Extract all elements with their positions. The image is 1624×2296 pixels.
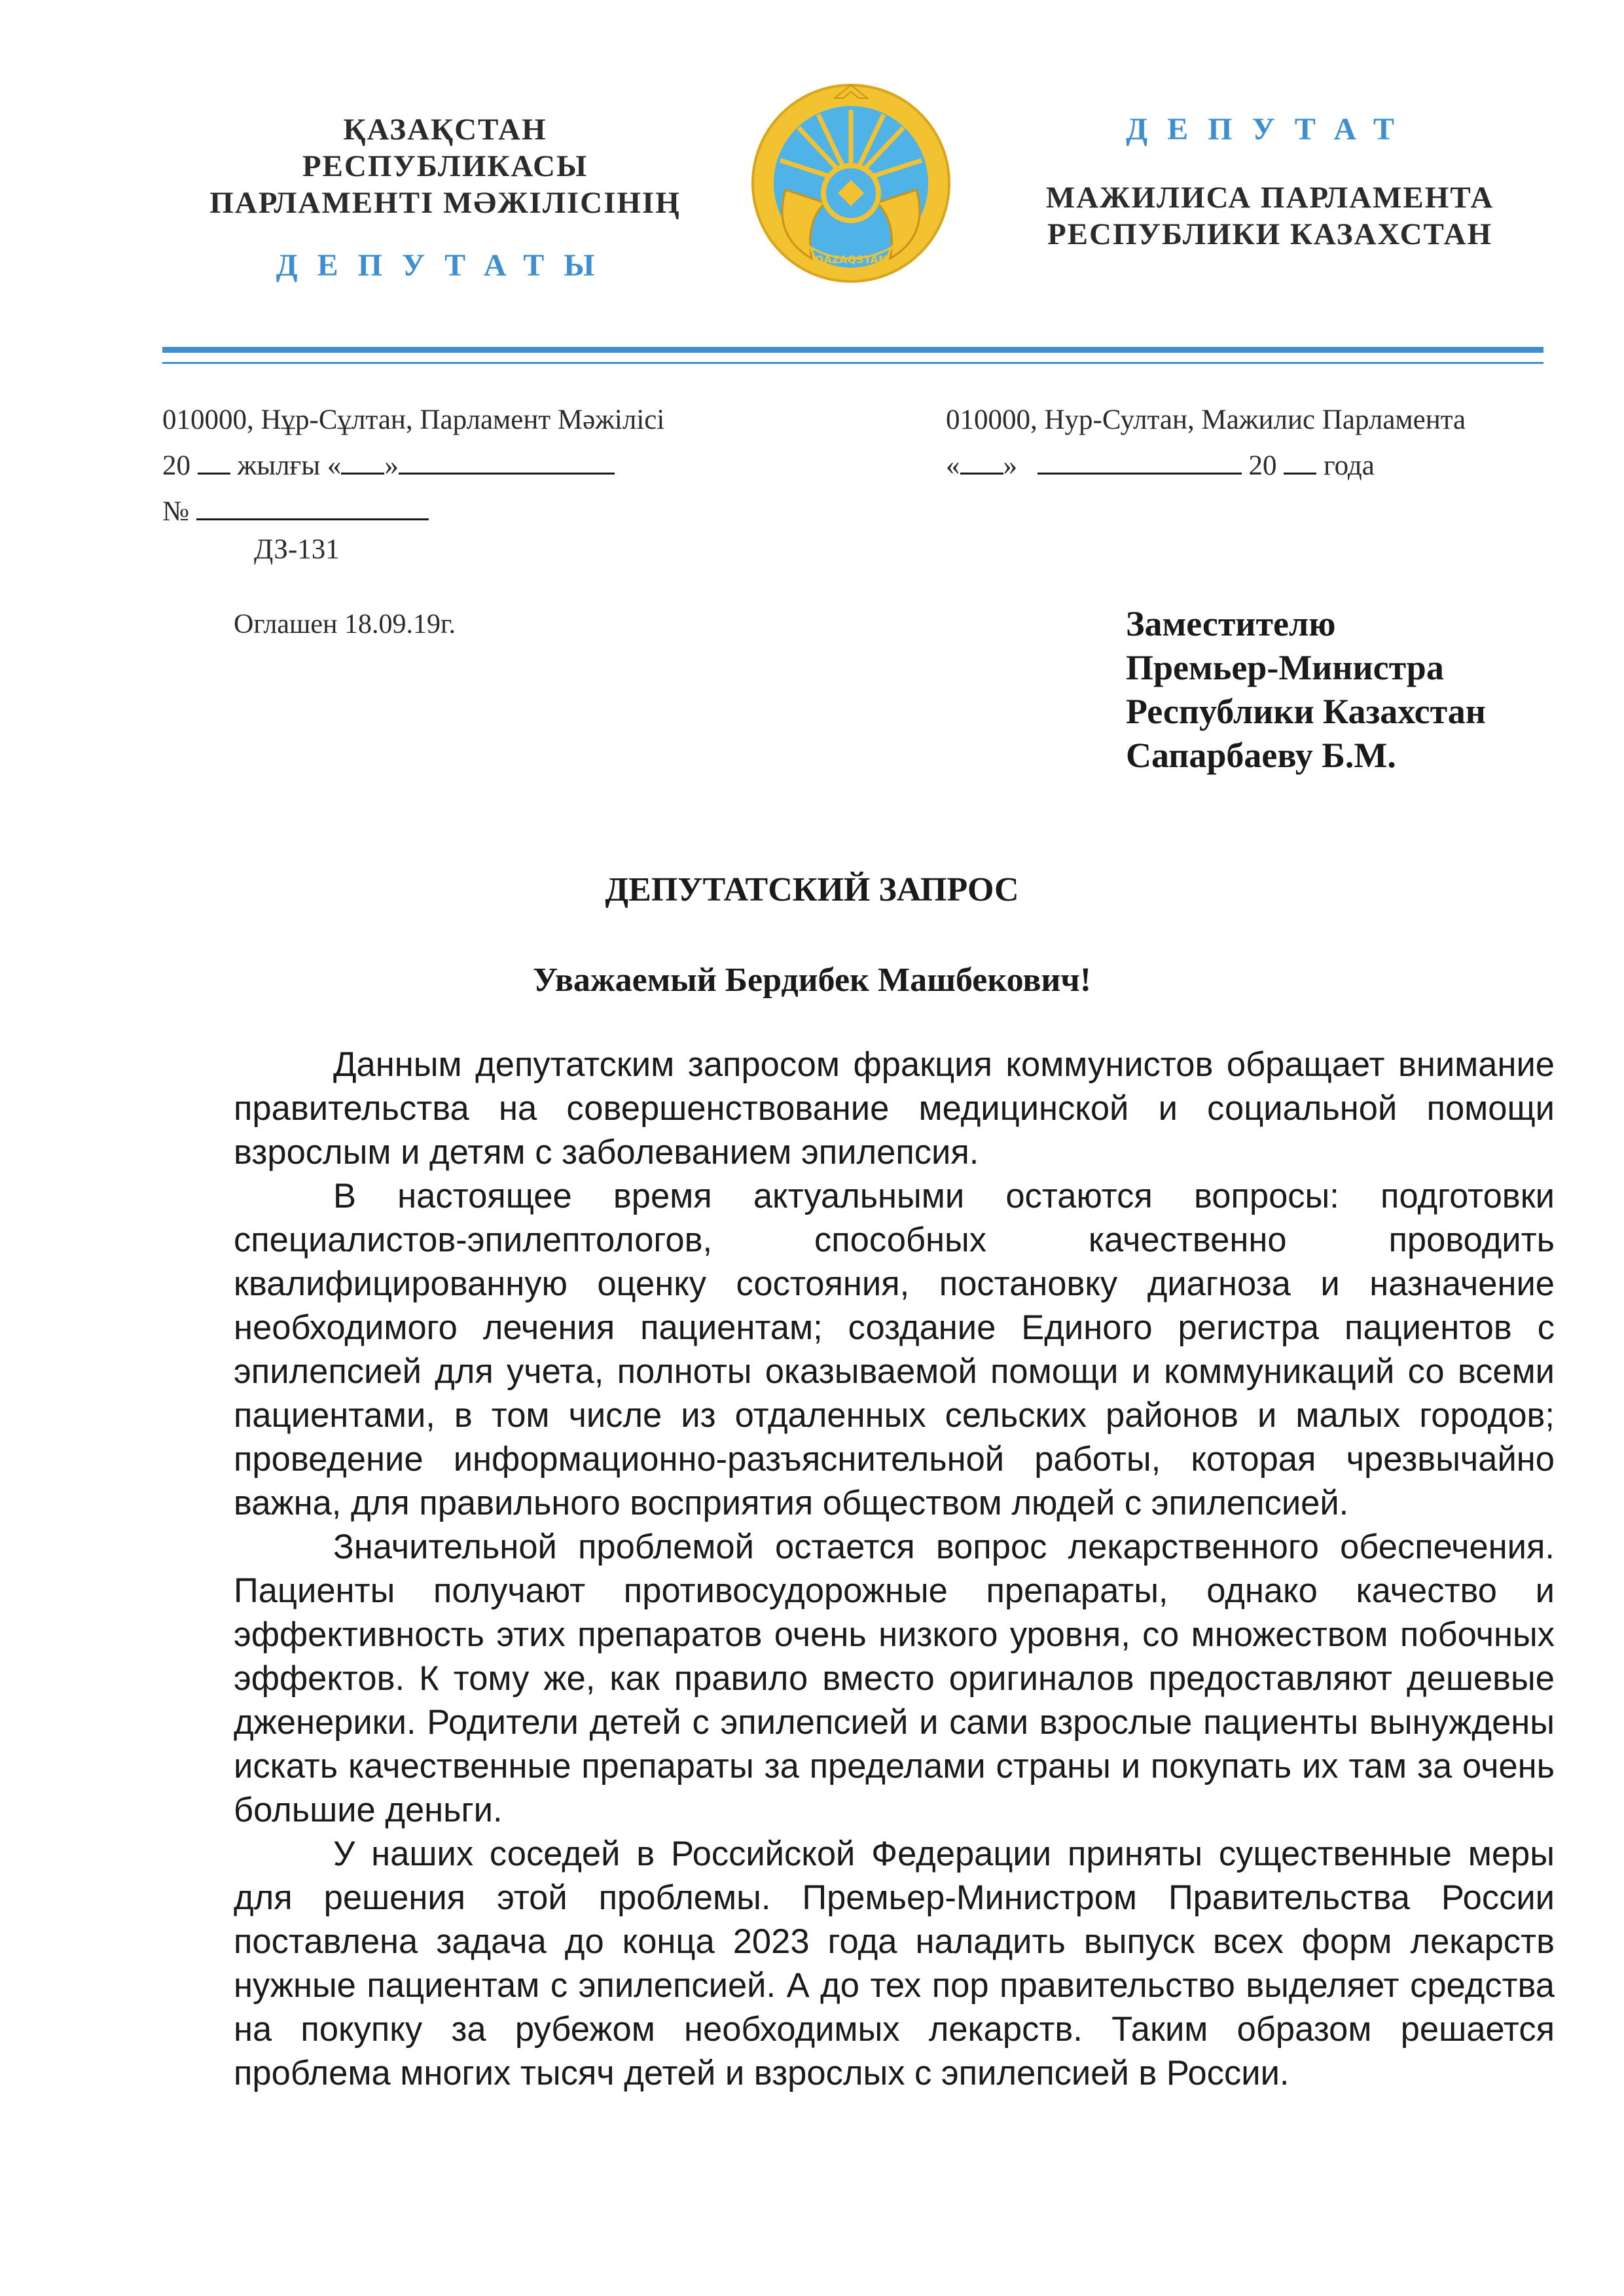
address-right-date-line [946,443,1548,489]
letterhead-right-line2: РЕСПУБЛИКИ КАЗАХСТАН [1047,217,1493,251]
address-left-date-line [162,443,751,489]
day-blank-right [960,446,1003,475]
address-left [162,397,751,535]
emblem-text: QAZAQSTAN [814,253,888,266]
address-left-year-suffix: жылғы « [237,450,342,481]
header-rule-thick [162,347,1543,353]
address-right-quote-open: « [946,450,960,481]
address-right-quote-close: » [1003,450,1017,481]
addressee-line4: Сапарбаеву Б.М. [1126,736,1396,775]
addressee-line3: Республики Казахстан [1126,692,1486,731]
state-emblem-icon [746,79,956,288]
document-number: ДЗ-131 [254,534,340,565]
letterhead-right-line1: МАЖИЛИСА ПАРЛАМЕНТА [1045,181,1494,215]
header-rule-thin [162,362,1543,364]
addressee-line2: Премьер-Министра [1126,648,1444,687]
addressee-line1: Заместителю [1126,604,1336,643]
paragraph: В настоящее время актуальными остаются вопросы: подготовки специалистов-эпилептологов, способных качественно проводить квалифицированную оценку состояния, постановку диагноза и назначение необходимого лечения пациентам; создание Единого регистра пациентов с эпилепсией для учета, полноты оказываемой помощи и коммуникаций со всеми пациентами, в том числе из отдаленных сельских районов и малых городов; проведение информационно-разъяснительной работы, которая чрезвычайно важна, для правильного восприятия обществом людей с эпилепсией. [234,1177,1555,1522]
address-right-year-prefix: 20 [1248,450,1277,481]
document-title: ДЕПУТАТСКИЙ ЗАПРОС [605,871,1019,908]
paragraph: Значительной проблемой остается вопрос лекарственного обеспечения. Пациенты получают противосудорожные препараты, однако качество и эффективность этих препаратов очень низкого уровня, со множеством побочных эффектов. К тому же, как правило вместо оригиналов предоставляют дешевые дженерики. Родители детей с эпилепсией и сами взрослые пациенты вынуждены искать качественные препараты за пределами страны и покупать их там за очень большие деньги. [234,1528,1555,1829]
number-sign: № [162,496,190,527]
month-blank-right [1038,446,1242,475]
read-date: Оглашен 18.09.19г. [234,609,456,639]
body-text [234,1043,1555,2095]
year-blank [198,446,230,475]
address-right-line1: 010000, Нур-Султан, Мажилис Парламента [946,404,1466,435]
letterhead-right [1021,111,1519,253]
letterhead-left-line2: ПАРЛАМЕНТІ МӘЖІЛІСІНІҢ [209,186,681,220]
address-left-quote-close: » [384,450,399,481]
address-right-year-suffix: года [1324,450,1375,481]
paragraph: Данным депутатским запросом фракция коммунистов обращает внимание правительства на совершенствование медицинской и социальной помощи взрослым и детям с заболеванием эпилепсия. [234,1045,1555,1172]
letterhead-right-title: ДЕПУТАТ [1126,112,1414,147]
day-blank [341,446,384,475]
paragraph: У наших соседей в Российской Федерации приняты существенные меры для решения этой проблемы. Премьер-Министром Правительства России поставлена задача до конца 2023 года наладить выпуск всех форм лекарств нужные пациентам с эпилепсией. А до тех пор правительство выделяет средства на покупку за рубежом необходимых лекарств. Таким образом решается проблема многих тысяч детей и взрослых с эпилепсией в России. [234,1835,1555,2092]
month-blank [399,446,615,475]
address-left-number-line [162,489,751,535]
salutation: Уважаемый Бердибек Машбекович! [532,961,1092,999]
year-blank-right [1284,446,1316,475]
letterhead-left [196,111,694,284]
address-left-year-prefix: 20 [162,450,190,481]
addressee-block [1126,602,1486,778]
address-left-line1: 010000, Нұр-Сұлтан, Парламент Мәжілісі [162,404,665,435]
address-right [946,397,1548,489]
letterhead-left-title: ДЕПУТАТЫ [276,248,615,283]
letterhead-left-line1: ҚАЗАҚСТАН РЕСПУБЛИКАСЫ [302,113,588,183]
number-blank [196,492,429,520]
